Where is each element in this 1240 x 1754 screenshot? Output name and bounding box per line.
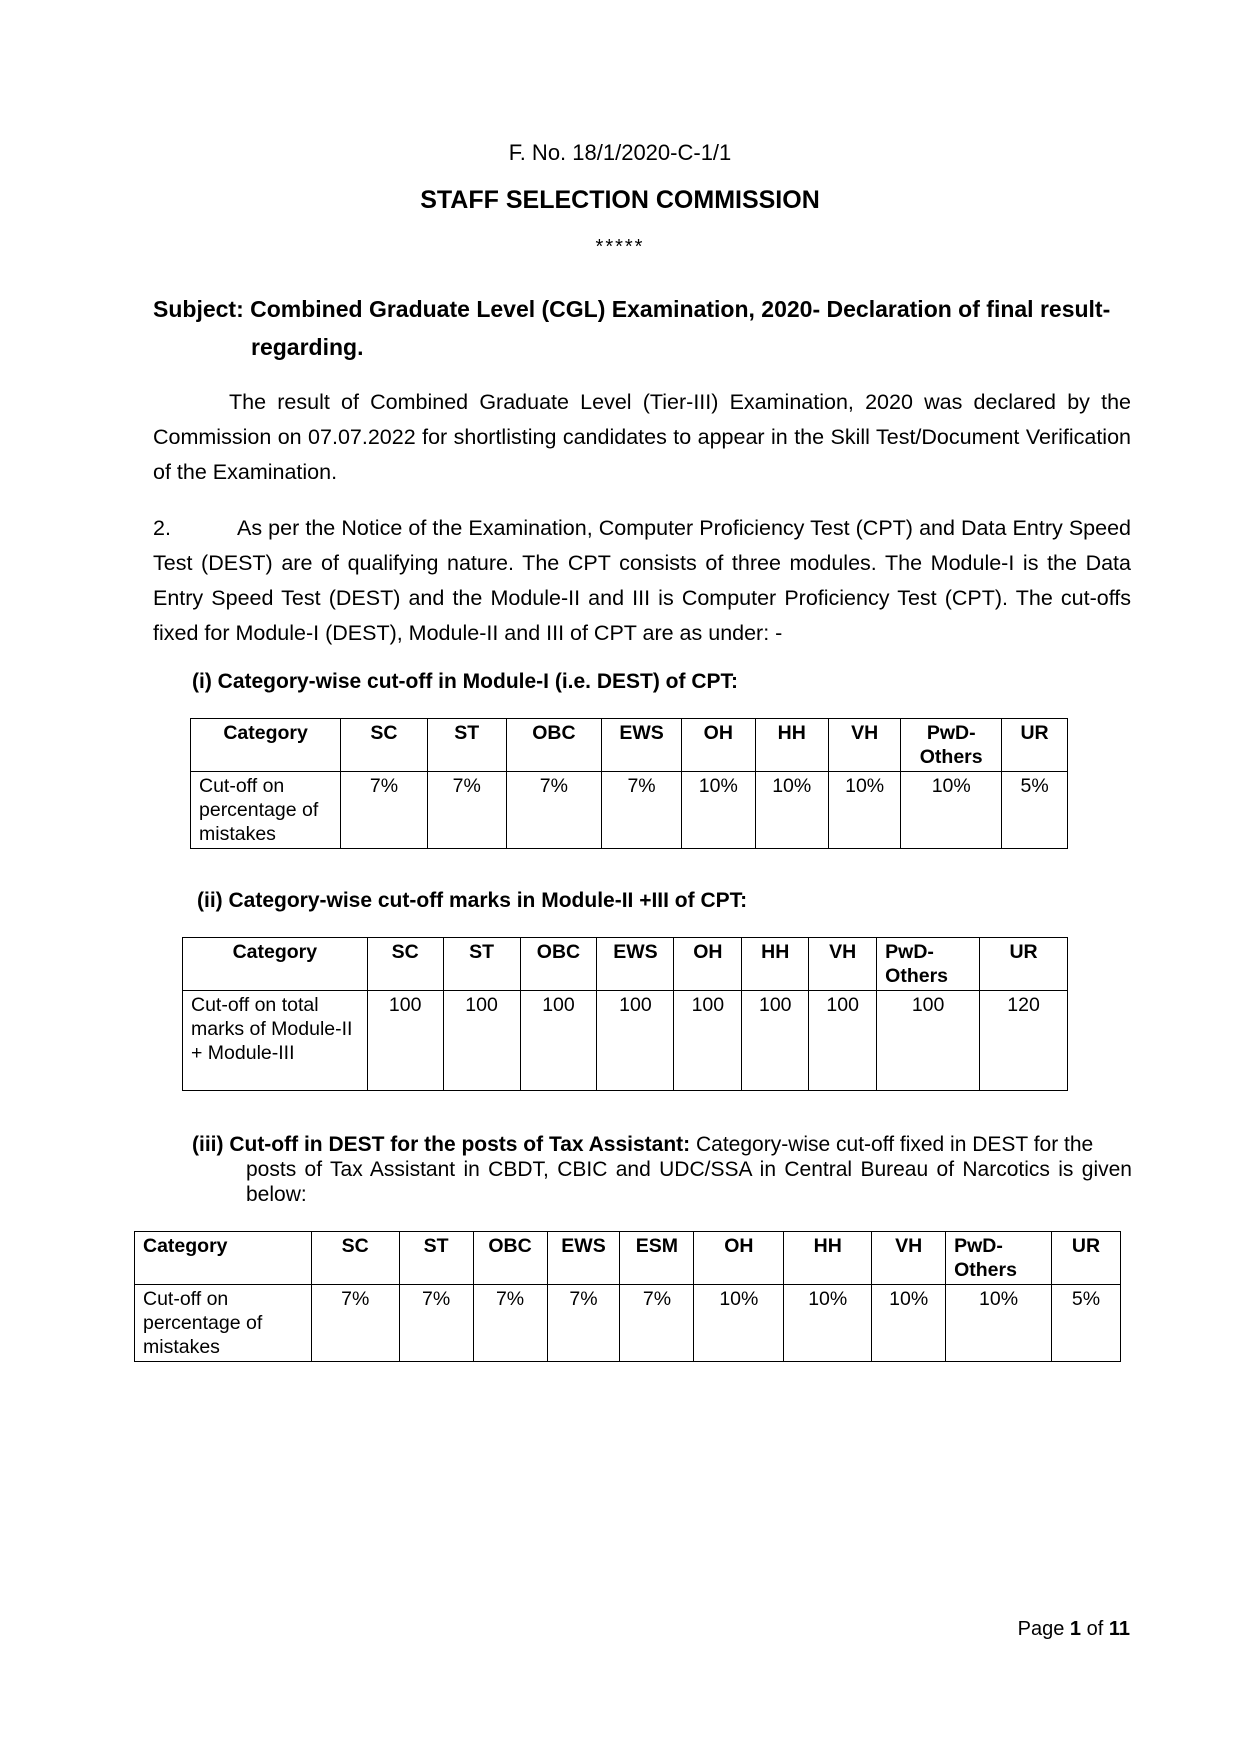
header-cell: SC bbox=[367, 938, 443, 991]
subject-line bbox=[153, 290, 1133, 366]
value-cell: 100 bbox=[597, 991, 674, 1091]
header-cell: UR bbox=[980, 938, 1068, 991]
header-cell: PwD-Others bbox=[901, 719, 1002, 772]
table-header-row bbox=[135, 1232, 1121, 1285]
value-cell: 7% bbox=[506, 772, 601, 849]
header-cell: VH bbox=[872, 1232, 946, 1285]
section-3-heading-bold: (iii) Cut-off in DEST for the posts of Tax Assistant: bbox=[192, 1133, 691, 1156]
header-cell: OBC bbox=[506, 719, 601, 772]
header-cell: HH bbox=[755, 719, 828, 772]
page-current: 1 bbox=[1069, 1618, 1082, 1640]
header-cell: HH bbox=[784, 1232, 872, 1285]
header-cell: OBC bbox=[520, 938, 597, 991]
header-cell: UR bbox=[1052, 1232, 1121, 1285]
table-header-row bbox=[183, 938, 1068, 991]
table-row bbox=[135, 1285, 1121, 1362]
module-2-3-cutoff-table bbox=[182, 937, 1068, 1091]
header-cell: UR bbox=[1002, 719, 1068, 772]
header-cell: ST bbox=[399, 1232, 473, 1285]
header-cell: Category bbox=[183, 938, 368, 991]
table-row bbox=[183, 991, 1068, 1091]
row-label: Cut-off on percentage of mistakes bbox=[191, 772, 341, 849]
value-cell: 10% bbox=[682, 772, 755, 849]
header-cell: OBC bbox=[473, 1232, 547, 1285]
section-3-heading-text-2: posts of Tax Assistant in CBDT, CBIC and UDC/SSA in Central Bureau of Narcotics is given below: bbox=[246, 1158, 1132, 1206]
header-cell: PwD-Others bbox=[877, 938, 980, 991]
value-cell: 100 bbox=[809, 991, 877, 1091]
header-cell: PwD-Others bbox=[946, 1232, 1052, 1285]
value-cell: 10% bbox=[694, 1285, 784, 1362]
header-cell: OH bbox=[674, 938, 742, 991]
header-cell: ST bbox=[427, 719, 506, 772]
value-cell: 7% bbox=[620, 1285, 694, 1362]
value-cell: 7% bbox=[311, 1285, 399, 1362]
section-2-heading: (ii) Category-wise cut-off marks in Module-II +III of CPT: bbox=[197, 889, 748, 912]
value-cell: 100 bbox=[877, 991, 980, 1091]
value-cell: 7% bbox=[341, 772, 428, 849]
value-cell: 5% bbox=[1052, 1285, 1121, 1362]
table-header-row bbox=[191, 719, 1068, 772]
header-cell: OH bbox=[694, 1232, 784, 1285]
header-cell: ESM bbox=[620, 1232, 694, 1285]
page-number bbox=[1018, 1618, 1130, 1641]
module-1-cutoff-table bbox=[190, 718, 1068, 849]
header-cell: VH bbox=[809, 938, 877, 991]
value-cell: 7% bbox=[547, 1285, 620, 1362]
header-cell: ST bbox=[443, 938, 520, 991]
value-cell: 5% bbox=[1002, 772, 1068, 849]
section-3-heading-text-1: Category-wise cut-off fixed in DEST for the bbox=[696, 1133, 1094, 1156]
page-mid: of bbox=[1081, 1618, 1109, 1640]
value-cell: 10% bbox=[872, 1285, 946, 1362]
value-cell: 100 bbox=[674, 991, 742, 1091]
paragraph-2-number: 2. bbox=[153, 516, 171, 540]
header-cell: EWS bbox=[602, 719, 682, 772]
table-row bbox=[191, 772, 1068, 849]
value-cell: 7% bbox=[399, 1285, 473, 1362]
header-cell: HH bbox=[742, 938, 809, 991]
paragraph-2 bbox=[153, 511, 1131, 651]
section-3-heading bbox=[192, 1132, 1132, 1207]
page-total: 11 bbox=[1108, 1618, 1130, 1640]
organization-title: STAFF SELECTION COMMISSION bbox=[420, 186, 820, 214]
row-label: Cut-off on total marks of Module-II + Module-III bbox=[183, 991, 368, 1091]
paragraph-1: The result of Combined Graduate Level (Tier-III) Examination, 2020 was declared by the Commission on 07.07.2022 for shortlisting candidates to appear in the Skill Test/Document Verification of the Examination. bbox=[153, 390, 1131, 484]
value-cell: 100 bbox=[443, 991, 520, 1091]
section-1-heading: (i) Category-wise cut-off in Module-I (i.e. DEST) of CPT: bbox=[192, 670, 738, 693]
header-cell: SC bbox=[341, 719, 428, 772]
subject-line-2: regarding. bbox=[251, 334, 364, 360]
value-cell: 10% bbox=[784, 1285, 872, 1362]
header-cell: Category bbox=[135, 1232, 312, 1285]
value-cell: 100 bbox=[742, 991, 809, 1091]
value-cell: 120 bbox=[980, 991, 1068, 1091]
tax-assistant-dest-cutoff-table bbox=[134, 1231, 1121, 1362]
separator-stars: ***** bbox=[595, 236, 645, 258]
header-cell: Category bbox=[191, 719, 341, 772]
header-cell: OH bbox=[682, 719, 755, 772]
value-cell: 100 bbox=[367, 991, 443, 1091]
header-cell: SC bbox=[311, 1232, 399, 1285]
row-label: Cut-off on percentage of mistakes bbox=[135, 1285, 312, 1362]
header-cell: EWS bbox=[597, 938, 674, 991]
header-cell: EWS bbox=[547, 1232, 620, 1285]
value-cell: 7% bbox=[427, 772, 506, 849]
header-cell: VH bbox=[828, 719, 900, 772]
value-cell: 10% bbox=[755, 772, 828, 849]
value-cell: 7% bbox=[473, 1285, 547, 1362]
page-prefix: Page bbox=[1017, 1618, 1070, 1640]
subject-line-1: Subject: Combined Graduate Level (CGL) Examination, 2020- Declaration of final result- bbox=[153, 296, 1111, 322]
file-number: F. No. 18/1/2020-C-1/1 bbox=[508, 140, 732, 165]
value-cell: 10% bbox=[828, 772, 900, 849]
value-cell: 10% bbox=[901, 772, 1002, 849]
value-cell: 7% bbox=[602, 772, 682, 849]
paragraph-2-text: As per the Notice of the Examination, Computer Proficiency Test (CPT) and Data Entry Speed Test (DEST) are of qualifying nature. The CPT consists of three modules. The Module-I is the Data Entry Speed Test (DEST) and the Module-II and III is Computer Proficiency Test (CPT). The cut-offs fixed for Module-I (DEST), Module-II and III of CPT are as under: - bbox=[153, 516, 1131, 645]
value-cell: 100 bbox=[520, 991, 597, 1091]
value-cell: 10% bbox=[946, 1285, 1052, 1362]
